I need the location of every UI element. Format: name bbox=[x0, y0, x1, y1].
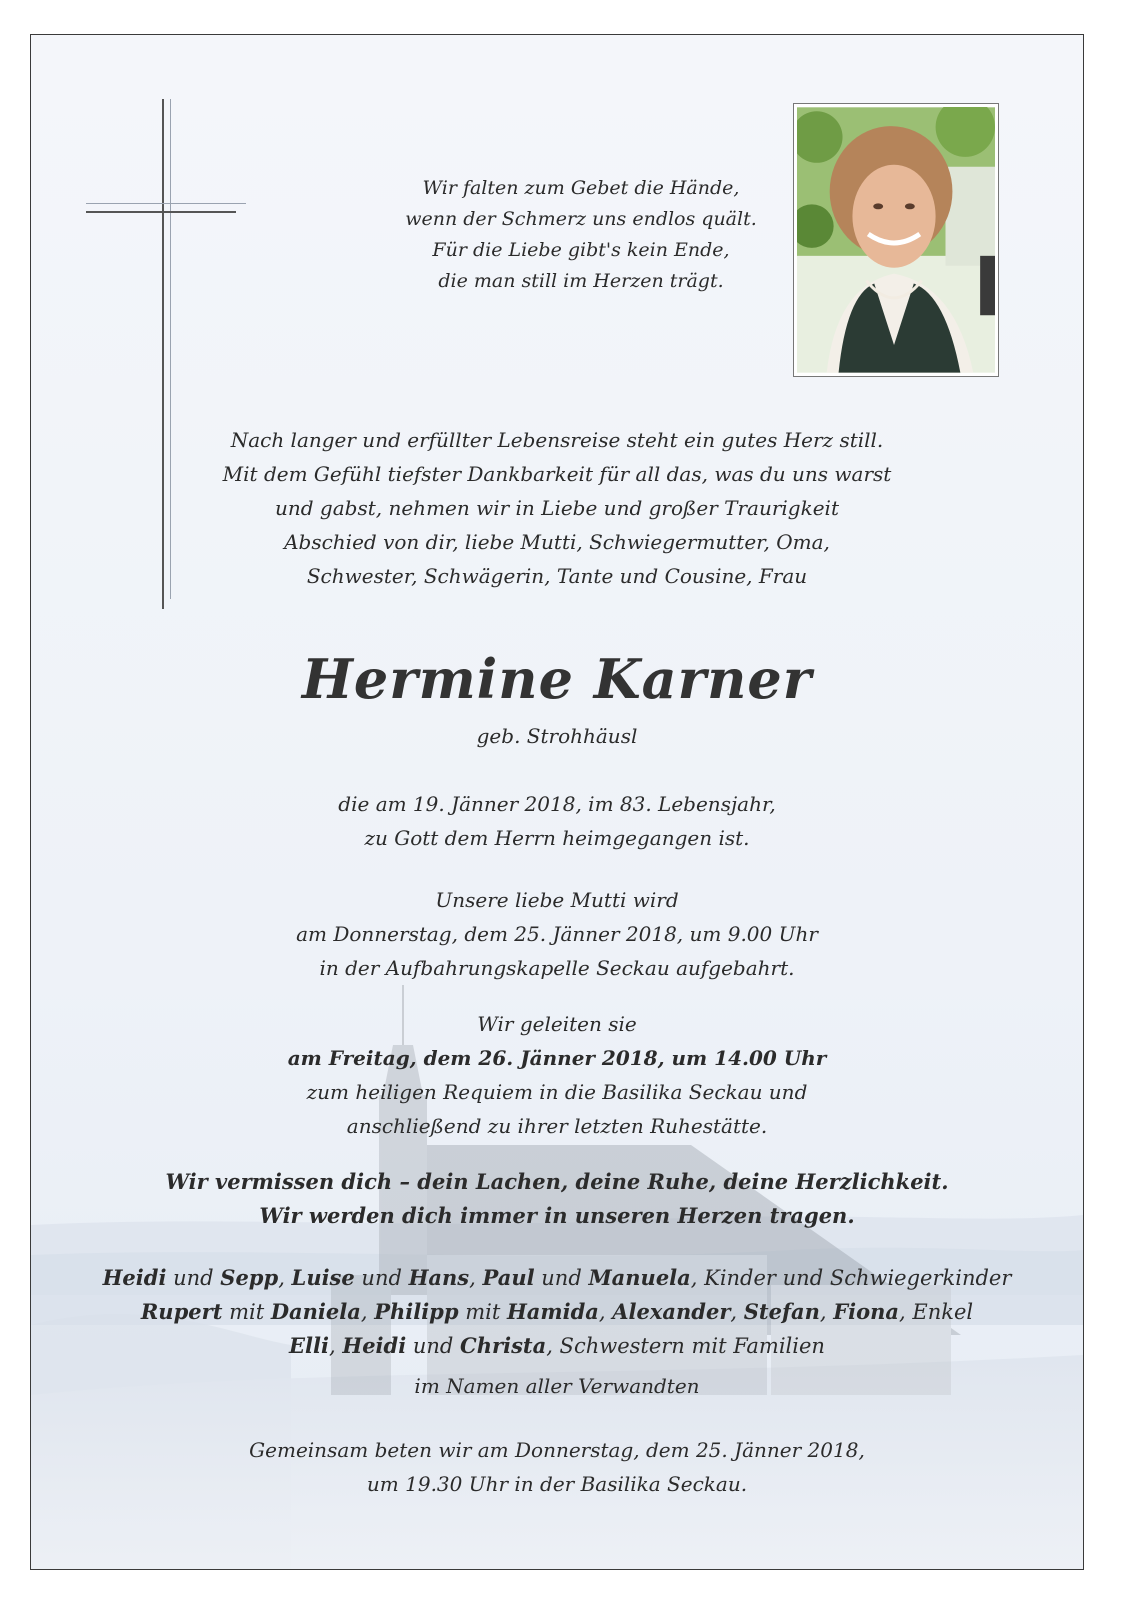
funeral-line: anschließend zu ihrer letzten Ruhestätte. bbox=[346, 1114, 768, 1138]
death-line: zu Gott dem Herrn heimgegangen ist. bbox=[364, 826, 750, 850]
death-line: die am 19. Jänner 2018, im 83. Lebensjahr, bbox=[338, 792, 776, 816]
family-member-name: Christa bbox=[460, 1333, 547, 1358]
family-relation-text: mit bbox=[458, 1300, 507, 1324]
remembrance-line: Wir vermissen dich – dein Lachen, deine Ruhe, deine Herzlichkeit. bbox=[165, 1169, 949, 1194]
viewing-line: am Donnerstag, dem 25. Jänner 2018, um 9.00 Uhr bbox=[296, 922, 818, 946]
family-row bbox=[31, 1261, 1083, 1295]
family-member-name: Daniela bbox=[270, 1299, 361, 1324]
family-relation-text: , bbox=[819, 1300, 834, 1324]
poem-line: wenn der Schmerz uns endlos quält. bbox=[405, 208, 757, 230]
family-member-name: Stefan bbox=[743, 1299, 820, 1324]
deceased-name: Hermine Karner bbox=[301, 647, 813, 711]
family-relation-text: , bbox=[598, 1300, 613, 1324]
family-member-name: Alexander bbox=[612, 1299, 731, 1324]
family-relation-text: , bbox=[278, 1266, 292, 1290]
family-relation-text: mit bbox=[222, 1300, 271, 1324]
family-member-name: Heidi bbox=[102, 1265, 167, 1290]
remembrance-lines bbox=[31, 1165, 1083, 1233]
poem-line: Wir falten zum Gebet die Hände, bbox=[422, 177, 740, 199]
family-member-name: Hamida bbox=[506, 1299, 599, 1324]
viewing-notice bbox=[31, 883, 1083, 985]
intro-line: Abschied von dir, liebe Mutti, Schwiegermutter, Oma, bbox=[284, 530, 830, 554]
family-relation-text: , Enkel bbox=[899, 1300, 974, 1324]
behalf-line: im Namen aller Verwandten bbox=[414, 1374, 700, 1398]
family-relation-text: , bbox=[329, 1334, 343, 1358]
birth-name: geb. Strohhäusl bbox=[476, 724, 638, 748]
funeral-line: zum heiligen Requiem in die Basilika Seckau und bbox=[306, 1080, 808, 1104]
cross-horizontal-shadow-line bbox=[86, 203, 246, 204]
family-member-name: Heidi bbox=[342, 1333, 407, 1358]
poem-line: Für die Liebe gibt's kein Ende, bbox=[432, 239, 730, 261]
family-relation-text: und bbox=[166, 1266, 221, 1290]
viewing-line: in der Aufbahrungskapelle Seckau aufgebahrt. bbox=[319, 956, 795, 980]
cross-horizontal-line bbox=[86, 211, 236, 213]
intro-line: Schwester, Schwägerin, Tante und Cousine, Frau bbox=[306, 564, 808, 588]
viewing-line: Unsere liebe Mutti wird bbox=[435, 888, 679, 912]
family-relation-text: und bbox=[534, 1266, 589, 1290]
family-list bbox=[31, 1261, 1083, 1363]
intro-line: Nach langer und erfüllter Lebensreise steht ein gutes Herz still. bbox=[230, 428, 884, 452]
family-relation-text: , Schwestern mit Familien bbox=[546, 1334, 825, 1358]
family-relation-text: , Kinder und Schwiegerkinder bbox=[690, 1266, 1012, 1290]
prayer-line: Gemeinsam beten wir am Donnerstag, dem 25. Jänner 2018, bbox=[249, 1438, 865, 1462]
family-member-name: Philipp bbox=[374, 1299, 459, 1324]
prayer-notice bbox=[31, 1433, 1083, 1501]
family-member-name: Fiona bbox=[833, 1299, 900, 1324]
intro-line: und gabst, nehmen wir in Liebe und großer Traurigkeit bbox=[275, 496, 839, 520]
poem bbox=[281, 173, 881, 297]
prayer-line: um 19.30 Uhr in der Basilika Seckau. bbox=[366, 1472, 748, 1496]
intro-paragraph bbox=[31, 423, 1083, 593]
family-member-name: Luise bbox=[291, 1265, 355, 1290]
remembrance-line: Wir werden dich immer in unseren Herzen tragen. bbox=[259, 1203, 855, 1228]
family-relation-text: und bbox=[406, 1334, 461, 1358]
poem-line: die man still im Herzen trägt. bbox=[438, 270, 724, 292]
family-member-name: Elli bbox=[289, 1333, 329, 1358]
family-member-name: Rupert bbox=[140, 1299, 223, 1324]
family-row bbox=[31, 1329, 1083, 1363]
funeral-notice bbox=[31, 1007, 1083, 1143]
family-member-name: Sepp bbox=[220, 1265, 279, 1290]
family-member-name: Paul bbox=[482, 1265, 535, 1290]
obituary-frame bbox=[30, 34, 1084, 1570]
funeral-date-line: am Freitag, dem 26. Jänner 2018, um 14.00 Uhr bbox=[287, 1046, 827, 1070]
intro-line: Mit dem Gefühl tiefster Dankbarkeit für all das, was du uns warst bbox=[222, 462, 892, 486]
family-relation-text: , bbox=[469, 1266, 483, 1290]
family-member-name: Hans bbox=[408, 1265, 470, 1290]
family-relation-text: , bbox=[730, 1300, 744, 1324]
family-row bbox=[31, 1295, 1083, 1329]
family-relation-text: und bbox=[354, 1266, 409, 1290]
family-member-name: Manuela bbox=[588, 1265, 691, 1290]
family-relation-text: , bbox=[360, 1300, 375, 1324]
death-notice bbox=[31, 787, 1083, 855]
funeral-line: Wir geleiten sie bbox=[477, 1012, 637, 1036]
